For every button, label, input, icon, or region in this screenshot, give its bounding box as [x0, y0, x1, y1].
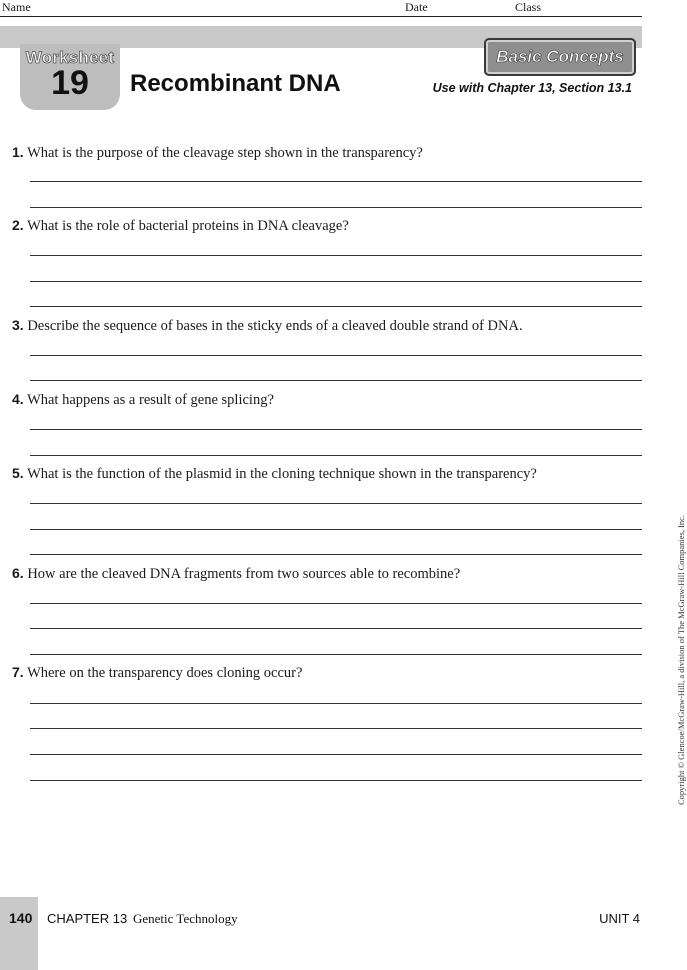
answer-line[interactable]: [30, 628, 642, 629]
answer-line[interactable]: [30, 380, 642, 381]
question-number: 5.: [12, 465, 24, 481]
answer-line[interactable]: [30, 355, 642, 356]
date-label: Date: [405, 0, 428, 14]
basic-concepts-badge: [484, 38, 636, 76]
footer-unit: UNIT 4: [599, 911, 640, 926]
question-7: [12, 664, 302, 682]
answer-line[interactable]: [30, 554, 642, 555]
question-text: Where on the transparency does cloning occur?: [27, 665, 303, 681]
use-with-note: Use with Chapter 13, Section 13.1: [432, 81, 632, 95]
answer-line[interactable]: [30, 654, 642, 655]
question-text: How are the cleaved DNA fragments from two sources able to recombine?: [27, 566, 461, 582]
question-6: [12, 565, 460, 583]
question-number: 1.: [12, 144, 24, 160]
page-title: Recombinant DNA: [130, 70, 341, 97]
answer-line[interactable]: [30, 728, 642, 729]
answer-line[interactable]: [30, 281, 642, 282]
name-label: Name: [2, 0, 31, 14]
question-text: What is the purpose of the cleavage step shown in the transparency?: [27, 145, 423, 161]
question-text: Describe the sequence of bases in the sticky ends of a cleaved double strand of DNA.: [27, 318, 523, 334]
question-number: 7.: [12, 664, 24, 680]
question-number: 3.: [12, 317, 24, 333]
answer-line[interactable]: [30, 503, 642, 504]
question-number: 4.: [12, 391, 24, 407]
answer-line[interactable]: [30, 703, 642, 704]
answer-line[interactable]: [30, 255, 642, 256]
header-rule: [0, 16, 642, 17]
question-text: What happens as a result of gene splicing?: [27, 392, 274, 408]
question-5: [12, 465, 537, 483]
answer-line[interactable]: [30, 207, 642, 208]
question-text: What is the function of the plasmid in the cloning technique shown in the transparency?: [27, 466, 537, 482]
worksheet-tab: [20, 44, 120, 110]
copyright-notice: Copyright © Glencoe/McGraw-Hill, a division of The McGraw-Hill Companies, Inc.: [676, 514, 686, 805]
answer-line[interactable]: [30, 603, 642, 604]
question-1: [12, 144, 423, 162]
question-4: [12, 391, 274, 409]
answer-line[interactable]: [30, 529, 642, 530]
question-number: 2.: [12, 217, 24, 233]
worksheet-label: Worksheet: [25, 48, 115, 67]
question-3: [12, 317, 523, 335]
worksheet-number: 19: [51, 64, 89, 102]
footer-page-box: [0, 897, 38, 970]
answer-line[interactable]: [30, 455, 642, 456]
footer-chapter-title: Genetic Technology: [133, 911, 238, 926]
answer-line[interactable]: [30, 780, 642, 781]
page-number: 140: [9, 910, 33, 926]
answer-line[interactable]: [30, 429, 642, 430]
badge-label: Basic Concepts: [496, 47, 624, 66]
class-label: Class: [515, 0, 542, 14]
question-2: [12, 217, 349, 235]
question-number: 6.: [12, 565, 24, 581]
footer-chapter: CHAPTER 13: [47, 911, 128, 926]
question-text: What is the role of bacterial proteins in DNA cleavage?: [27, 218, 349, 234]
answer-line[interactable]: [30, 754, 642, 755]
answer-line[interactable]: [30, 306, 642, 307]
answer-line[interactable]: [30, 181, 642, 182]
